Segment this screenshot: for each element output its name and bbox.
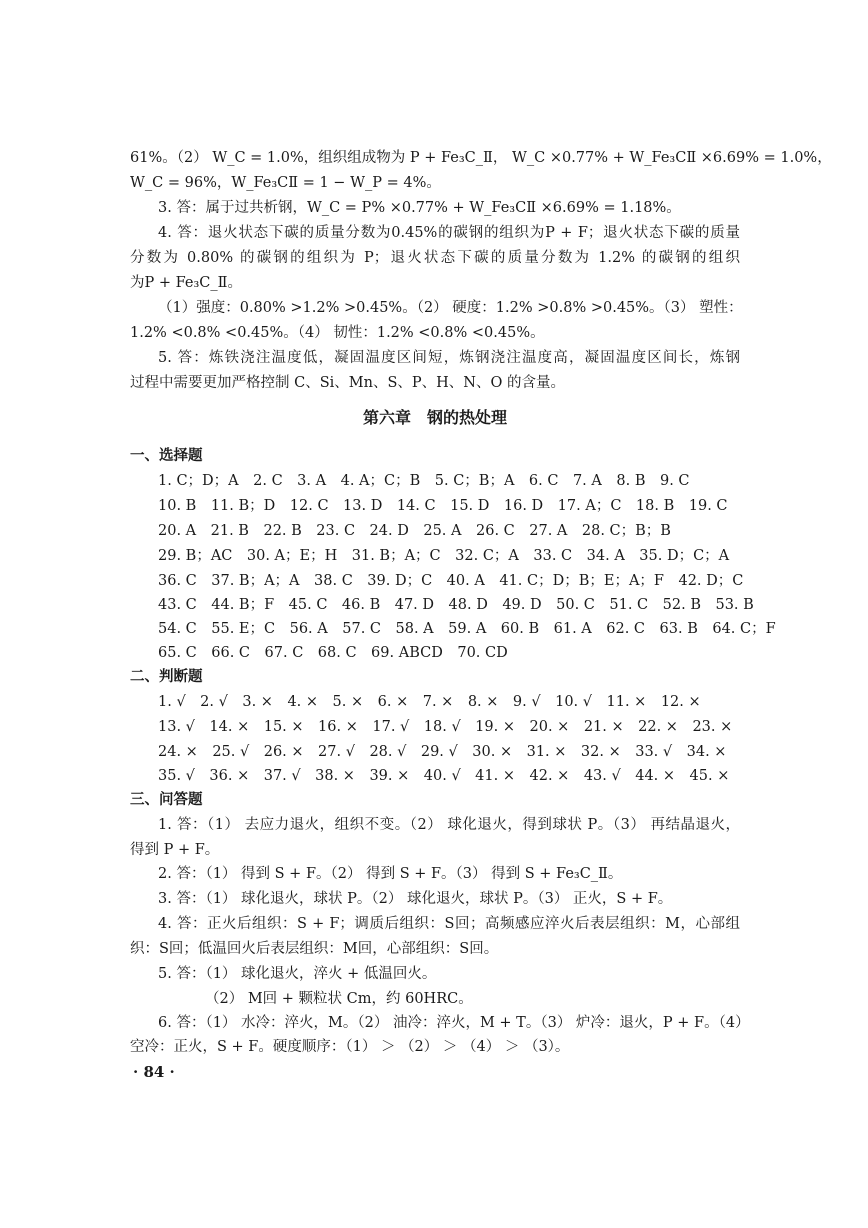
choice-line: 20. A 21. B 22. B 23. C 24. D 25. A 26. C 27. A 28. C；B；B [158, 523, 671, 539]
text-line: 空冷：正火，S + F。硬度顺序：（1） ＞ （2） ＞ （4） ＞ （3）。 [130, 1039, 570, 1055]
qa-answer-5: 5. 答：（1） 球化退火，淬火 + 低温回火。 [158, 966, 437, 982]
text-line: 过程中需要更加严格控制 C、Si、Mn、S、P、H、N、O 的含量。 [130, 375, 565, 391]
section-title-qa: 三、问答题 [130, 791, 203, 808]
section-title-judge: 二、判断题 [130, 668, 203, 685]
qa-answer-3: 3. 答：（1） 球化退火，球状 P。（2） 球化退火，球状 P。（3） 正火，S + F。 [158, 891, 673, 907]
choice-line: 65. C 66. C 67. C 68. C 69. ABCD 70. CD [158, 645, 508, 661]
text-line: 为P + Fe₃C_Ⅱ。 [130, 275, 242, 291]
judge-line: 24. × 25. √ 26. × 27. √ 28. √ 29. √ 30. × 31. × 32. × 33. √ 34. × [158, 744, 727, 760]
qa-answer-4: 4. 答：正火后组织：S + F；调质后组织：S回；高频感应淬火后表层组织：M，心部组 [158, 916, 740, 932]
choice-line: 54. C 55. E；C 56. A 57. C 58. A 59. A 60. B 61. A 62. C 63. B 64. C；F [158, 621, 776, 637]
text-line: 1.2% <0.8% <0.45%。（4） 韧性：1.2% <0.8% <0.45%。 [130, 325, 545, 341]
text-line: 织：S回；低温回火后表层组织：M回，心部组织：S回。 [130, 941, 499, 957]
choice-line: 43. C 44. B；F 45. C 46. B 47. D 48. D 49. D 50. C 51. C 52. B 53. B [158, 597, 754, 613]
text-line: （1）强度：0.80% >1.2% >0.45%。（2） 硬度：1.2% >0.8% >0.45%。（3） 塑性： [158, 300, 743, 316]
section-title-choice: 一、选择题 [130, 447, 203, 464]
choice-line: 1. C；D；A 2. C 3. A 4. A；C；B 5. C；B；A 6. C 7. A 8. B 9. C [158, 473, 690, 489]
judge-line: 1. √ 2. √ 3. × 4. × 5. × 6. × 7. × 8. × 9. √ 10. √ 11. × 12. × [158, 694, 701, 710]
page-number: · 84 · [133, 1063, 175, 1081]
qa-answer-6: 6. 答：（1） 水冷：淬火，M。（2） 油冷：淬火，M + T。（3） 炉冷：退火，P + F。（4） [158, 1015, 750, 1031]
answer-4: 4. 答：退火状态下碳的质量分数为0.45%的碳钢的组织为P + F；退火状态下碳的质量 [158, 225, 740, 241]
text-line: （2） M回 + 颗粒状 Cm，约 60HRC。 [205, 991, 473, 1007]
answer-3: 3. 答：属于过共析钢，W_C = P% ×0.77% + W_Fe₃CⅡ ×6.69% = 1.18%。 [158, 200, 681, 216]
text-line: W_C = 96%，W_Fe₃CⅡ = 1 − W_P = 4%。 [130, 175, 441, 191]
qa-answer-2: 2. 答：（1） 得到 S + F。（2） 得到 S + F。（3） 得到 S + Fe₃C_Ⅱ。 [158, 866, 623, 882]
chapter-title: 第六章 钢的热处理 [362, 408, 507, 427]
judge-line: 13. √ 14. × 15. × 16. × 17. √ 18. √ 19. × 20. × 21. × 22. × 23. × [158, 719, 733, 735]
qa-answer-1: 1. 答：（1） 去应力退火，组织不变。（2） 球化退火，得到球状 P。（3） 再结晶退火， [158, 817, 740, 833]
choice-line: 29. B；AC 30. A；E；H 31. B；A；C 32. C；A 33. C 34. A 35. D；C；A [158, 548, 730, 564]
text-line: 得到 P + F。 [130, 842, 220, 858]
judge-line: 35. √ 36. × 37. √ 38. × 39. × 40. √ 41. × 42. × 43. √ 44. × 45. × [158, 768, 730, 784]
text-line: 61%。（2） W_C = 1.0%，组织组成物为 P + Fe₃C_Ⅱ， W_C ×0.77% + W_Fe₃CⅡ ×6.69% = 1.0%， [130, 150, 832, 166]
choice-line: 10. B 11. B；D 12. C 13. D 14. C 15. D 16. D 17. A；C 18. B 19. C [158, 498, 728, 514]
answer-5: 5. 答：炼铁浇注温度低，凝固温度区间短，炼钢浇注温度高，凝固温度区间长，炼钢 [158, 350, 740, 366]
choice-line: 36. C 37. B；A；A 38. C 39. D；C 40. A 41. C；D；B；E；A；F 42. D；C [158, 573, 744, 589]
text-line: 分数为 0.80% 的碳钢的组织为 P；退火状态下碳的质量分数为 1.2% 的碳钢的组织 [130, 250, 740, 266]
